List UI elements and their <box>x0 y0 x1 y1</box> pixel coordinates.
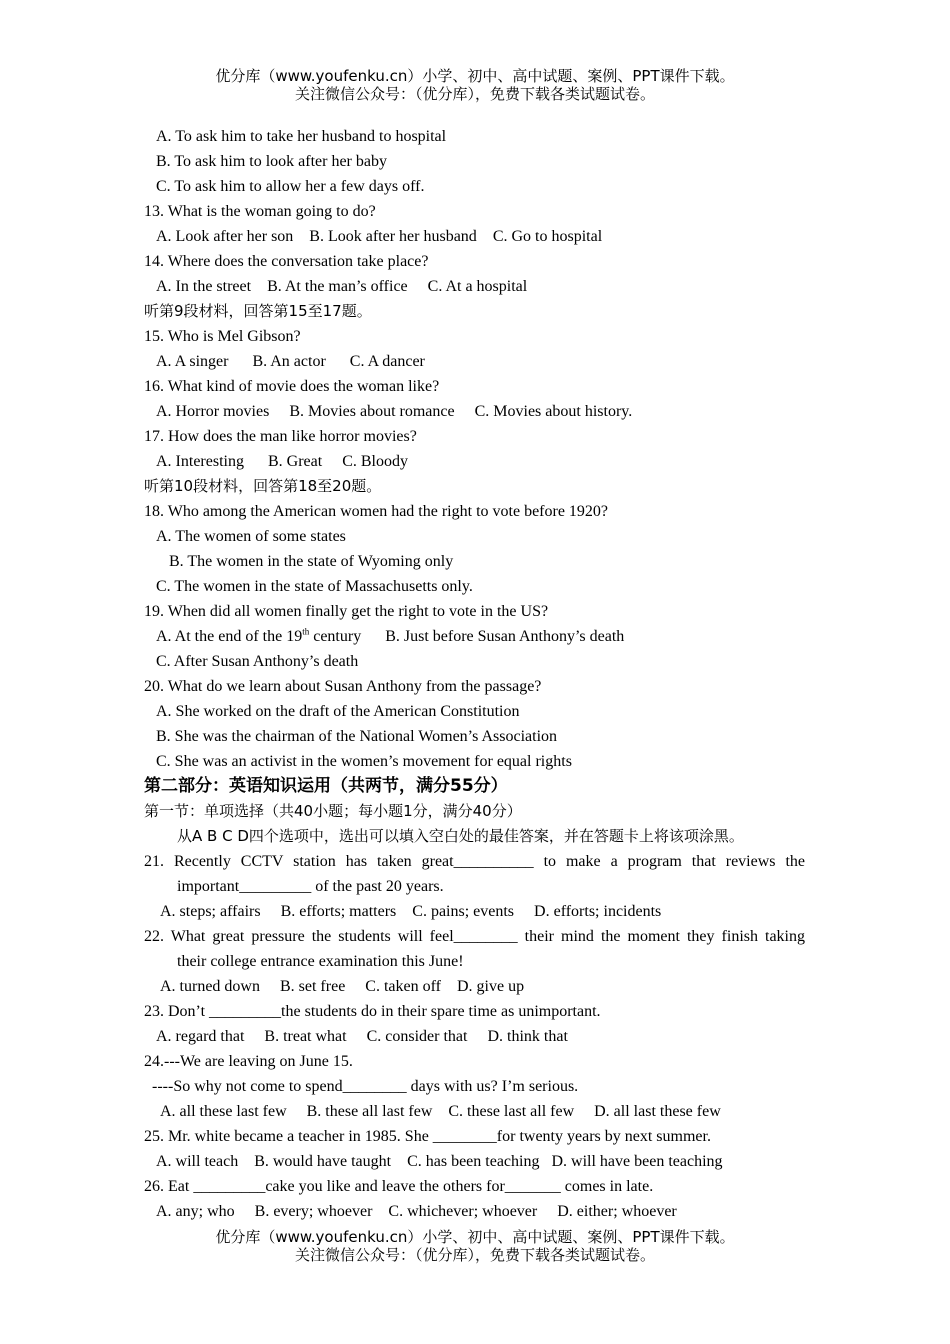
question-17-stem: 17. How does the man like horror movies? <box>144 428 417 445</box>
option-18a: A. The women of some states <box>156 528 346 545</box>
question-16-options <box>144 399 805 424</box>
question-25-stem: 25. Mr. white became a teacher in 1985. She ________for twenty years by next summer. <box>144 1128 711 1145</box>
option-13c: C. Go to hospital <box>492 228 603 245</box>
question-21-stem-line1: 21. Recently CCTV station has taken great__________ to make a program that reviews the <box>144 853 805 870</box>
option-19b: B. Just before Susan Anthony’s death <box>385 628 625 645</box>
option-26a: A. any; who <box>156 1203 235 1220</box>
option-15a: A. A singer <box>156 353 229 370</box>
option-23c: C. consider that <box>366 1028 468 1045</box>
option-17c: C. Bloody <box>342 453 408 470</box>
option-13a: A. Look after her son <box>156 228 294 245</box>
option-23d: D. think that <box>487 1028 568 1045</box>
option-25c: C. has been teaching <box>407 1153 540 1170</box>
part-2-title: 第二部分：英语知识运用（共两节，满分55分） <box>144 776 508 796</box>
option-16c: C. Movies about history. <box>474 403 633 420</box>
question-14-stem: 14. Where does the conversation take place? <box>144 253 429 270</box>
section-1-instruction: 从A B C D四个选项中，选出可以填入空白处的最佳答案，并在答题卡上将该项涂黑。 <box>177 827 744 845</box>
question-23-options <box>144 1024 805 1049</box>
question-20-stem: 20. What do we learn about Susan Anthony from the passage? <box>144 678 542 695</box>
question-24-stem-line2: ----So why not come to spend________ days with us? I’m serious. <box>152 1078 579 1095</box>
option-26c: C. whichever; whoever <box>388 1203 538 1220</box>
option-17b: B. Great <box>267 453 323 470</box>
question-14-options <box>144 274 805 299</box>
question-15-options <box>144 349 805 374</box>
option-12b: B. To ask him to look after her baby <box>156 153 387 170</box>
header-line-1: 优分库（www.youfenku.cn）小学、初中、高中试题、案例、PPT课件下载。 <box>215 67 735 85</box>
option-21c: C. pains; events <box>412 903 515 920</box>
question-19-options-ab <box>144 624 805 649</box>
option-24c: C. these last all few <box>448 1103 575 1120</box>
question-22-stem-line1: 22. What great pressure the students will feel________ their mind the moment they finish taking <box>144 928 805 945</box>
option-23b: B. treat what <box>264 1028 347 1045</box>
question-21-stem-line2: important_________ of the past 20 years. <box>177 878 444 895</box>
option-25a: A. will teach <box>156 1153 239 1170</box>
question-13-options <box>144 224 805 249</box>
option-14a: A. In the street <box>156 278 252 295</box>
option-25b: B. would have taught <box>254 1153 392 1170</box>
option-14b: B. At the man’s office <box>267 278 408 295</box>
page-header <box>0 67 950 103</box>
option-26b: B. every; whoever <box>254 1203 373 1220</box>
option-19a: A. At the end of the 19th century <box>156 626 362 645</box>
option-21d: D. efforts; incidents <box>534 903 662 920</box>
footer-line-2: 关注微信公众号：（优分库），免费下载各类试题试卷。 <box>294 1246 655 1264</box>
page-footer <box>0 1228 950 1264</box>
header-line-2: 关注微信公众号：（优分库），免费下载各类试题试卷。 <box>294 85 655 103</box>
option-24a: A. all these last few <box>160 1103 287 1120</box>
passage-9-intro: 听第9段材料，回答第15至17题。 <box>144 302 372 320</box>
option-22b: B. set free <box>279 978 346 995</box>
exam-content <box>144 124 805 1224</box>
option-24b: B. these all last few <box>306 1103 433 1120</box>
passage-10-intro: 听第10段材料，回答第18至20题。 <box>144 477 382 495</box>
option-19c: C. After Susan Anthony’s death <box>156 653 359 670</box>
option-23a: A. regard that <box>156 1028 245 1045</box>
option-22a: A. turned down <box>160 978 260 995</box>
question-18-stem: 18. Who among the American women had the right to vote before 1920? <box>144 503 609 520</box>
question-22-stem-line2: their college entrance examination this June! <box>177 953 464 970</box>
question-21-options <box>144 899 805 924</box>
question-17-options <box>144 449 805 474</box>
option-16a: A. Horror movies <box>156 403 270 420</box>
option-26d: D. either; whoever <box>557 1203 677 1220</box>
option-21a: A. steps; affairs <box>160 903 261 920</box>
question-24-stem-line1: 24.---We are leaving on June 15. <box>144 1053 353 1070</box>
option-20a: A. She worked on the draft of the American Constitution <box>156 703 520 720</box>
option-20b: B. She was the chairman of the National Women’s Association <box>156 728 558 745</box>
option-21b: B. efforts; matters <box>280 903 397 920</box>
question-22-options <box>144 974 805 999</box>
section-1-title: 第一节：单项选择（共40小题；每小题1分，满分40分） <box>144 802 522 820</box>
option-15b: B. An actor <box>252 353 326 370</box>
option-18b: B. The women in the state of Wyoming only <box>169 553 454 570</box>
question-26-stem: 26. Eat _________cake you like and leave the others for_______ comes in late. <box>144 1178 654 1195</box>
option-14c: C. At a hospital <box>427 278 528 295</box>
option-13b: B. Look after her husband <box>309 228 477 245</box>
question-24-options <box>144 1099 805 1124</box>
option-24d: D. all last these few <box>594 1103 721 1120</box>
option-25d: D. will have been teaching <box>551 1153 723 1170</box>
question-16-stem: 16. What kind of movie does the woman like? <box>144 378 440 395</box>
option-15c: C. A dancer <box>349 353 425 370</box>
option-18c: C. The women in the state of Massachusetts only. <box>156 578 473 595</box>
option-12c: C. To ask him to allow her a few days off. <box>156 178 425 195</box>
question-13-stem: 13. What is the woman going to do? <box>144 203 376 220</box>
question-26-options <box>144 1199 805 1224</box>
option-22d: D. give up <box>456 978 525 995</box>
option-12a: A. To ask him to take her husband to hospital <box>156 128 447 145</box>
option-20c: C. She was an activist in the women’s movement for equal rights <box>156 753 572 770</box>
question-15-stem: 15. Who is Mel Gibson? <box>144 328 301 345</box>
question-23-stem: 23. Don’t _________the students do in their spare time as unimportant. <box>144 1003 601 1020</box>
footer-line-1: 优分库（www.youfenku.cn）小学、初中、高中试题、案例、PPT课件下载。 <box>215 1228 735 1246</box>
option-17a: A. Interesting <box>156 453 244 470</box>
option-16b: B. Movies about romance <box>289 403 455 420</box>
option-22c: C. taken off <box>365 978 441 995</box>
question-19-stem: 19. When did all women finally get the right to vote in the US? <box>144 603 549 620</box>
question-25-options <box>144 1149 805 1174</box>
